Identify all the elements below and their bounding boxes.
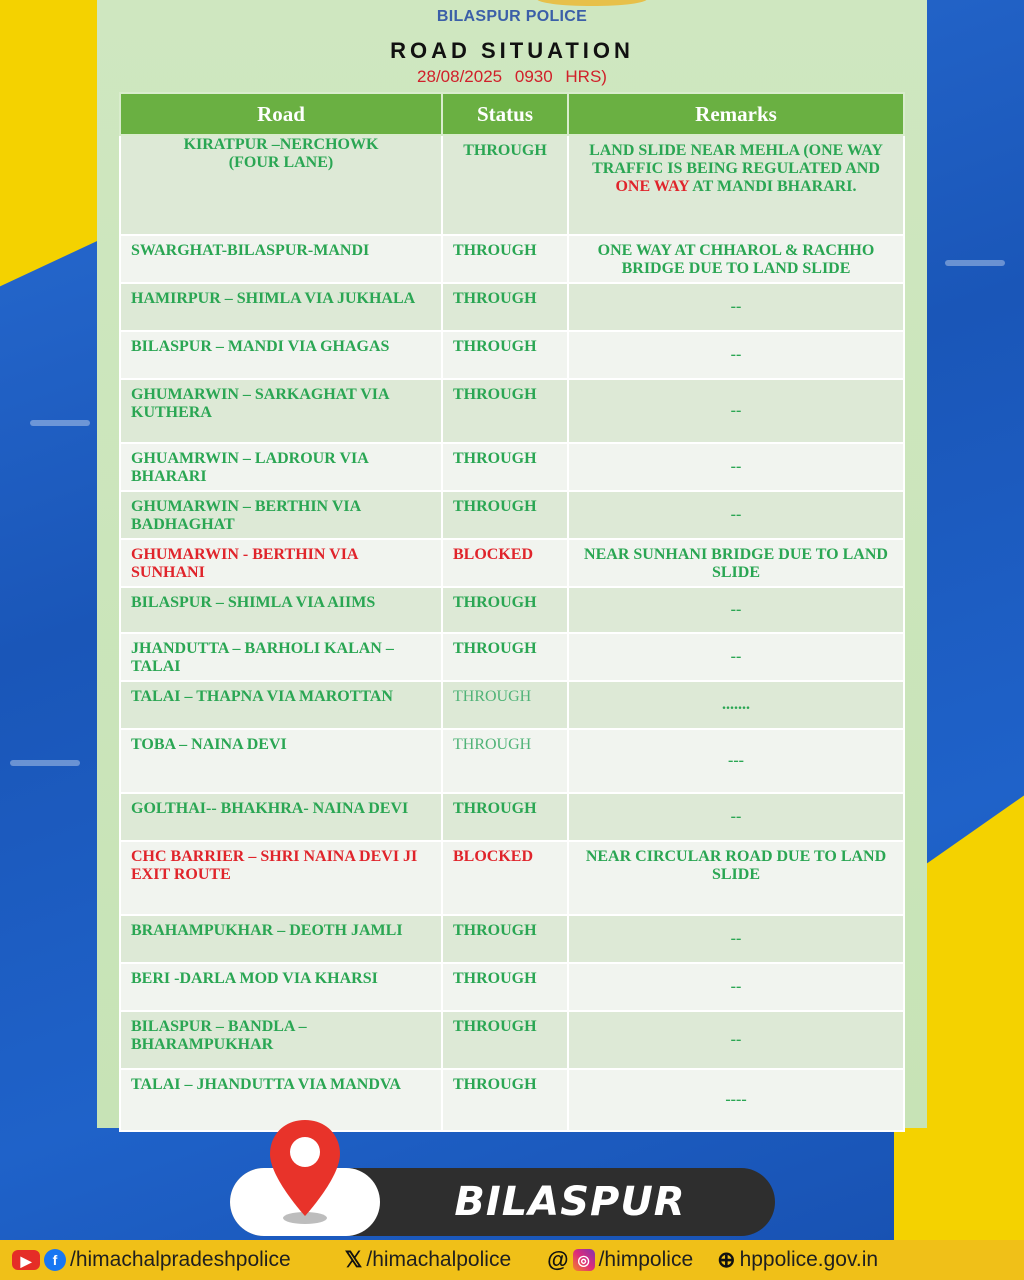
road-cell: BRAHAMPUKHAR – DEOTH JAMLI [120, 915, 442, 963]
road-cell: TOBA – NAINA DEVI [120, 729, 442, 793]
remarks-cell: -- [568, 331, 904, 379]
road-situation-panel [97, 0, 927, 1128]
page-title: ROAD SITUATION [390, 38, 634, 63]
table-row [120, 1011, 904, 1069]
road-cell: TALAI – THAPNA VIA MAROTTAN [120, 681, 442, 729]
status-cell: THROUGH [442, 135, 568, 235]
table-row [120, 681, 904, 729]
status-cell: THROUGH [442, 633, 568, 681]
background-brush-streak [10, 760, 80, 766]
social-footer [0, 1240, 1024, 1280]
road-cell: JHANDUTTA – BARHOLI KALAN – TALAI [120, 633, 442, 681]
remarks-cell: -- [568, 1011, 904, 1069]
remarks-highlight: ONE WAY [615, 178, 690, 195]
status-cell: THROUGH [442, 443, 568, 491]
road-cell: GHUMARWIN - BERTHIN VIA SUNHANI [120, 539, 442, 587]
remarks-cell: -- [568, 915, 904, 963]
org-name: BILASPUR POLICE [436, 8, 588, 25]
status-cell: THROUGH [442, 729, 568, 793]
table-row [120, 793, 904, 841]
date-time-stamp [97, 67, 927, 87]
status-cell: THROUGH [442, 235, 568, 283]
status-cell: THROUGH [442, 587, 568, 633]
road-cell: BILASPUR – MANDI VIA GHAGAS [120, 331, 442, 379]
status-cell: BLOCKED [442, 841, 568, 915]
remarks-text: AT MANDI BHARARI. [689, 178, 857, 195]
column-header-remarks: Remarks [568, 93, 904, 135]
road-cell: TALAI – JHANDUTTA VIA MANDVA [120, 1069, 442, 1131]
website-link[interactable] [717, 1248, 878, 1272]
road-cell: CHC BARRIER – SHRI NAINA DEVI JI EXIT ROUTE [120, 841, 442, 915]
table-row [120, 443, 904, 491]
table-row [120, 283, 904, 331]
table-row [120, 331, 904, 379]
table-row [120, 963, 904, 1011]
remarks-cell: -- [568, 963, 904, 1011]
youtube-icon: ▶ [12, 1250, 40, 1270]
table-row [120, 729, 904, 793]
remarks-cell: -- [568, 793, 904, 841]
road-cell: SWARGHAT-BILASPUR-MANDI [120, 235, 442, 283]
remarks-cell: -- [568, 379, 904, 443]
remarks-cell: -- [568, 587, 904, 633]
remarks-cell: ONE WAY AT CHHAROL & RACHHO BRIDGE DUE TO LAND SLIDE [568, 235, 904, 283]
status-cell: THROUGH [442, 681, 568, 729]
status-cell: THROUGH [442, 379, 568, 443]
table-row [120, 379, 904, 443]
column-header-road: Road [120, 93, 442, 135]
table-row [120, 539, 904, 587]
instagram-icon: ◎ [573, 1249, 595, 1271]
facebook-icon: f [44, 1249, 66, 1271]
globe-icon: ⊕ [717, 1247, 736, 1272]
status-cell: THROUGH [442, 963, 568, 1011]
website-url: hppolice.gov.in [739, 1248, 879, 1271]
remarks-cell: -- [568, 443, 904, 491]
remarks-cell: ....... [568, 681, 904, 729]
table-row [120, 587, 904, 633]
remarks-cell [568, 135, 904, 235]
road-status-table [119, 92, 905, 1132]
facebook-link[interactable] [12, 1248, 291, 1272]
road-cell: KIRATPUR –NERCHOWK (FOUR LANE) [120, 135, 442, 235]
x-link[interactable] [345, 1248, 511, 1272]
remarks-cell: NEAR SUNHANI BRIDGE DUE TO LAND SLIDE [568, 539, 904, 587]
instagram-handle: /himpolice [598, 1248, 694, 1271]
table-row [120, 1069, 904, 1131]
status-cell: THROUGH [442, 491, 568, 539]
report-date: 28/08/2025 [417, 67, 503, 86]
column-header-status: Status [442, 93, 568, 135]
table-header-row [120, 93, 904, 135]
road-cell: GHUMARWIN – BERTHIN VIA BADHAGHAT [120, 491, 442, 539]
facebook-handle: /himachalpradeshpolice [70, 1248, 291, 1271]
background-brush-streak [945, 260, 1005, 266]
table-row [120, 915, 904, 963]
remarks-cell: NEAR CIRCULAR ROAD DUE TO LAND SLIDE [568, 841, 904, 915]
location-label: BILASPUR [454, 1179, 686, 1225]
road-cell: GHUMARWIN – SARKAGHAT VIA KUTHERA [120, 379, 442, 443]
background-brush-streak [30, 420, 90, 426]
remarks-cell: ---- [568, 1069, 904, 1131]
police-crest-icon [537, 0, 647, 6]
status-cell: BLOCKED [442, 539, 568, 587]
remarks-cell: -- [568, 633, 904, 681]
remarks-text: LAND SLIDE NEAR MEHLA (ONE WAY TRAFFIC IS BEING REGULATED AND [589, 142, 883, 177]
report-time: 0930 HRS) [514, 67, 607, 86]
status-cell: THROUGH [442, 915, 568, 963]
table-row [120, 633, 904, 681]
x-icon: 𝕏 [344, 1247, 363, 1272]
remarks-cell: --- [568, 729, 904, 793]
table-row [120, 135, 904, 235]
road-cell: HAMIRPUR – SHIMLA VIA JUKHALA [120, 283, 442, 331]
road-cell: BILASPUR – SHIMLA VIA AIIMS [120, 587, 442, 633]
table-row [120, 491, 904, 539]
x-handle: /himachalpolice [366, 1248, 512, 1271]
map-pin-icon [266, 1116, 344, 1226]
threads-icon: @ [547, 1247, 569, 1272]
road-cell: GOLTHAI-- BHAKHRA- NAINA DEVI [120, 793, 442, 841]
table-row [120, 235, 904, 283]
remarks-cell: -- [568, 283, 904, 331]
road-cell: BILASPUR – BANDLA – BHARAMPUKHAR [120, 1011, 442, 1069]
status-cell: THROUGH [442, 793, 568, 841]
status-cell: THROUGH [442, 331, 568, 379]
table-row [120, 841, 904, 915]
status-cell: THROUGH [442, 1069, 568, 1131]
road-cell: BERI -DARLA MOD VIA KHARSI [120, 963, 442, 1011]
road-cell: GHUAMRWIN – LADROUR VIA BHARARI [120, 443, 442, 491]
status-cell: THROUGH [442, 283, 568, 331]
remarks-cell: -- [568, 491, 904, 539]
instagram-link[interactable] [547, 1248, 693, 1272]
status-cell: THROUGH [442, 1011, 568, 1069]
